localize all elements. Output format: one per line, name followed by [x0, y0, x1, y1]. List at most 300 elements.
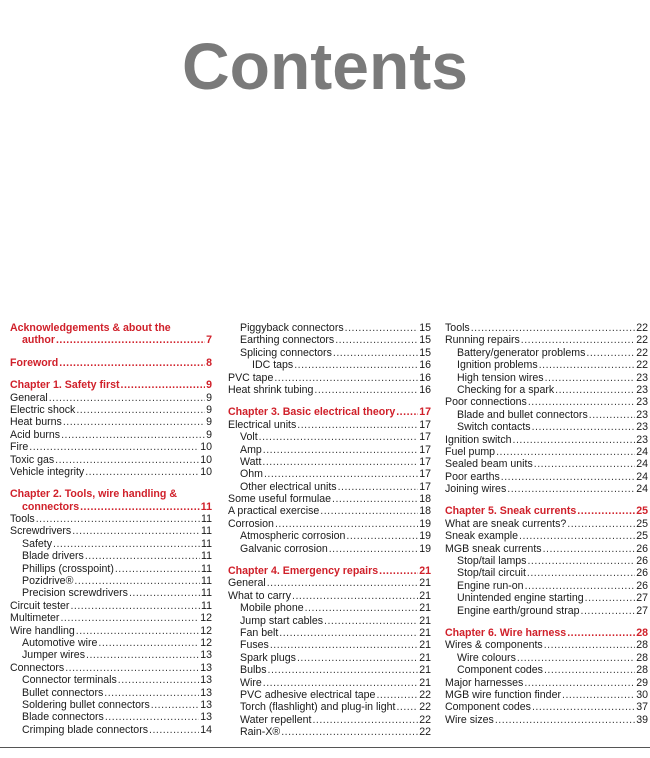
toc-entry-label: Multimeter — [10, 612, 60, 625]
toc-page-number: 11 — [201, 537, 212, 550]
toc-leader-dots — [396, 701, 418, 713]
toc-entry — [10, 404, 212, 416]
toc-entry-label: Electrical units — [228, 418, 297, 431]
toc-leader-dots — [471, 322, 635, 334]
toc-entry — [10, 625, 212, 637]
toc-entry — [228, 518, 431, 530]
toc-leader-dots — [264, 468, 418, 480]
toc-chapter-entry — [10, 488, 212, 500]
toc-entry — [445, 483, 648, 495]
toc-page-number: 22 — [636, 346, 648, 359]
toc-leader-dots — [534, 458, 635, 470]
toc-entry-label: Soldering bullet connectors — [22, 698, 150, 711]
toc-page-number: 25 — [636, 530, 648, 543]
toc-entry — [10, 711, 212, 723]
toc-leader-dots — [543, 543, 636, 555]
toc-page-number: 17 — [419, 480, 431, 493]
toc-entry-label: Ohm — [240, 468, 263, 481]
toc-entry-label: Acknowledgements & about the — [10, 322, 171, 334]
toc-leader-dots — [292, 590, 418, 602]
toc-entry-label: Engine earth/ground strap — [457, 604, 580, 617]
toc-entry — [228, 590, 431, 602]
toc-entry — [10, 416, 212, 428]
toc-entry — [445, 714, 648, 726]
toc-entry — [445, 372, 648, 384]
toc-entry-label: Stop/tail circuit — [457, 567, 526, 580]
toc-entry-label: Fan belt — [240, 626, 279, 639]
toc-page-number: 9 — [206, 379, 212, 392]
toc-page-number: 24 — [636, 445, 648, 458]
toc-page-number: 16 — [419, 359, 431, 372]
toc-page-number: 22 — [419, 701, 431, 714]
toc-entry-label: Watt — [240, 455, 262, 468]
toc-entry — [10, 454, 212, 466]
toc-entry — [10, 466, 212, 478]
toc-page-number: 22 — [636, 359, 648, 372]
toc-page-number: 24 — [636, 470, 648, 483]
toc-entry-label: Vehicle integrity — [10, 465, 85, 478]
toc-entry-label: Circuit tester — [10, 599, 70, 612]
toc-entry-label: Battery/generator problems — [457, 346, 586, 359]
toc-leader-dots — [72, 525, 200, 537]
toc-entry-label: PVC adhesive electrical tape — [240, 688, 376, 701]
toc-entry — [228, 505, 431, 517]
toc-leader-dots — [528, 396, 635, 408]
toc-page-number: 22 — [419, 713, 431, 726]
toc-page-number: 9 — [206, 416, 212, 429]
toc-leader-dots — [496, 446, 635, 458]
toc-leader-dots — [527, 567, 635, 579]
toc-entry-label: Phillips (crosspoint) — [22, 562, 114, 575]
toc-entry-label: Checking for a spark — [457, 383, 555, 396]
toc-entry-label: Chapter 4. Emergency repairs — [228, 565, 379, 578]
toc-leader-dots — [527, 555, 635, 567]
toc-entry-label: High tension wires — [457, 371, 544, 384]
toc-entry-label: Major harnesses — [445, 676, 524, 689]
toc-page-number: 11 — [201, 513, 212, 526]
toc-entry — [10, 724, 212, 736]
toc-chapter-entry — [228, 565, 431, 577]
toc-entry-label: What to carry — [228, 589, 291, 602]
toc-page-number: 30 — [636, 688, 648, 701]
toc-entry — [445, 471, 648, 483]
toc-page-number: 13 — [200, 661, 212, 674]
toc-entry — [445, 530, 648, 542]
toc-entry — [445, 518, 648, 530]
toc-entry — [10, 687, 212, 699]
toc-page-number: 21 — [419, 664, 431, 677]
toc-page-number: 13 — [200, 649, 212, 662]
toc-entry-label: Toxic gas — [10, 453, 55, 466]
toc-chapter-entry — [10, 322, 212, 334]
toc-entry-label: Acid burns — [10, 428, 61, 441]
toc-chapter-entry — [10, 379, 212, 391]
toc-leader-dots — [297, 419, 418, 431]
toc-page-number: 11 — [201, 550, 212, 563]
toc-leader-dots — [29, 441, 199, 453]
toc-entry — [10, 429, 212, 441]
toc-entry-label: Atmospheric corrosion — [240, 530, 346, 543]
toc-page-number: 11 — [201, 599, 212, 612]
toc-leader-dots — [297, 652, 418, 664]
toc-entry — [228, 714, 431, 726]
toc-page-number: 17 — [419, 443, 431, 456]
toc-entry-label: Chapter 3. Basic electrical theory — [228, 406, 396, 419]
toc-entry-label: Chapter 6. Wire harness — [445, 626, 567, 639]
toc-leader-dots — [513, 434, 636, 446]
toc-leader-dots — [544, 639, 635, 651]
toc-leader-dots — [263, 444, 418, 456]
toc-entry — [228, 615, 431, 627]
toc-page-number: 28 — [636, 639, 648, 652]
toc-leader-dots — [346, 530, 418, 542]
toc-leader-dots — [268, 664, 419, 676]
toc-page-number: 21 — [419, 565, 431, 578]
toc-page-number: 9 — [206, 428, 212, 441]
toc-entry — [228, 322, 431, 334]
toc-entry — [445, 334, 648, 346]
toc-entry — [228, 359, 431, 371]
toc-leader-dots — [586, 347, 635, 359]
toc-leader-dots — [577, 505, 635, 517]
toc-entry — [228, 577, 431, 589]
toc-page-number: 9 — [206, 391, 212, 404]
toc-leader-dots — [332, 493, 418, 505]
toc-page-number: 8 — [206, 356, 212, 369]
toc-page-number: 17 — [419, 431, 431, 444]
toc-entry-label: Component codes — [445, 701, 531, 714]
toc-entry-label: Heat shrink tubing — [228, 383, 314, 396]
toc-leader-dots — [259, 431, 419, 443]
toc-entry-label: Joining wires — [445, 483, 507, 496]
toc-page-number: 13 — [200, 674, 212, 687]
toc-page-number: 13 — [200, 711, 212, 724]
toc-entry-label: General — [10, 391, 48, 404]
toc-page-number: 19 — [419, 542, 431, 555]
toc-entry-label: A practical exercise — [228, 505, 320, 518]
toc-page-number: 28 — [636, 651, 648, 664]
toc-leader-dots — [525, 580, 636, 592]
toc-entry — [10, 550, 212, 562]
toc-entry — [228, 602, 431, 614]
toc-leader-dots — [305, 602, 419, 614]
toc-leader-dots — [495, 714, 635, 726]
toc-entry-label: Tools — [445, 322, 470, 334]
toc-leader-dots — [115, 563, 200, 575]
toc-leader-dots — [118, 674, 199, 686]
toc-leader-dots — [61, 429, 205, 441]
toc-leader-dots — [539, 359, 636, 371]
toc-page-number: 12 — [200, 612, 212, 625]
toc-leader-dots — [76, 625, 199, 637]
toc-leader-dots — [585, 592, 636, 604]
toc-entry-label: Jumper wires — [22, 649, 85, 662]
toc-page-number: 16 — [419, 383, 431, 396]
toc-leader-dots — [517, 652, 635, 664]
toc-leader-dots — [80, 501, 200, 513]
toc-entry — [445, 434, 648, 446]
toc-entry-label: MGB sneak currents — [445, 542, 542, 555]
toc-page-number: 27 — [636, 604, 648, 617]
toc-page-number: 25 — [636, 505, 648, 518]
toc-leader-dots — [555, 384, 635, 396]
toc-entry-label: Chapter 2. Tools, wire handling & — [10, 488, 177, 501]
toc-entry-label: Wire sizes — [445, 713, 494, 726]
toc-entry-label: Sneak example — [445, 530, 519, 543]
toc-page-number: 22 — [419, 726, 431, 739]
toc-leader-dots — [501, 471, 635, 483]
toc-entry-label: Heat burns — [10, 416, 62, 429]
toc-entry — [228, 372, 431, 384]
toc-page-number: 21 — [419, 602, 431, 615]
toc-leader-dots — [294, 359, 418, 371]
toc-page-number: 16 — [419, 371, 431, 384]
toc-entry-label: Pozidrive® — [22, 575, 74, 588]
toc-column-3 — [445, 322, 648, 726]
toc-entry-label: Poor connections — [445, 396, 527, 409]
toc-entry — [445, 605, 648, 617]
toc-page-number: 11 — [201, 562, 212, 575]
toc-entry — [10, 662, 212, 674]
toc-entry-label: Sealed beam units — [445, 458, 533, 471]
bottom-rule — [0, 747, 650, 748]
toc-leader-dots — [521, 334, 635, 346]
toc-page-number: 10 — [200, 441, 212, 454]
toc-entry-label: Crimping blade connectors — [22, 723, 149, 736]
toc-leader-dots — [507, 483, 635, 495]
toc-page-number: 28 — [636, 626, 648, 639]
toc-leader-dots — [267, 577, 419, 589]
toc-entry — [228, 384, 431, 396]
toc-page-number: 9 — [206, 403, 212, 416]
toc-entry — [228, 481, 431, 493]
toc-entry — [445, 384, 648, 396]
toc-entry-label: Chapter 5. Sneak currents — [445, 505, 577, 518]
toc-page-number: 21 — [419, 614, 431, 627]
toc-leader-dots — [60, 612, 199, 624]
toc-entry — [228, 456, 431, 468]
toc-leader-dots — [274, 372, 418, 384]
toc-leader-dots — [149, 724, 199, 736]
toc-entry — [445, 347, 648, 359]
toc-page-number: 11 — [201, 587, 212, 600]
toc-entry-label: Blade drivers — [22, 550, 84, 563]
toc-entry — [10, 612, 212, 624]
toc-entry — [445, 567, 648, 579]
toc-entry — [10, 441, 212, 453]
toc-page-number: 11 — [200, 500, 212, 513]
toc-page-number: 19 — [419, 530, 431, 543]
toc-leader-dots — [524, 677, 635, 689]
toc-entry-label: Chapter 1. Safety first — [10, 379, 120, 392]
toc-leader-dots — [545, 372, 636, 384]
toc-entry-label: Connectors — [10, 661, 65, 674]
toc-chapter-entry — [10, 357, 212, 369]
toc-entry-label: Splicing connectors — [240, 346, 332, 359]
toc-leader-dots — [63, 416, 205, 428]
toc-entry-label: Corrosion — [228, 517, 274, 530]
toc-chapter-entry — [228, 406, 431, 418]
toc-column-1 — [10, 322, 212, 736]
toc-entry — [445, 689, 648, 701]
toc-entry — [445, 701, 648, 713]
toc-entry-label: Spark plugs — [240, 651, 296, 664]
toc-chapter-entry — [445, 627, 648, 639]
toc-leader-dots — [76, 404, 205, 416]
toc-entry — [10, 674, 212, 686]
toc-entry — [445, 359, 648, 371]
toc-entry-label: Blade connectors — [22, 711, 104, 724]
toc-page-number: 27 — [636, 592, 648, 605]
toc-page-number: 25 — [636, 517, 648, 530]
toc-page-number: 21 — [419, 589, 431, 602]
toc-entry-label: Wire — [240, 676, 262, 689]
toc-leader-dots — [562, 689, 635, 701]
toc-leader-dots — [519, 530, 635, 542]
toc-entry — [445, 580, 648, 592]
toc-column-2 — [228, 322, 431, 739]
toc-page-number: 26 — [636, 567, 648, 580]
toc-entry-label: Wire colours — [457, 651, 516, 664]
toc-entry — [445, 664, 648, 676]
toc-leader-dots — [320, 505, 418, 517]
toc-entry-label: Wires & components — [445, 639, 543, 652]
toc-entry-label: Automotive wire — [22, 636, 98, 649]
toc-page-number: 22 — [636, 322, 648, 334]
toc-entry — [445, 458, 648, 470]
toc-entry-label: Some useful formulae — [228, 493, 332, 506]
toc-page-number: 17 — [419, 418, 431, 431]
toc-leader-dots — [104, 687, 199, 699]
toc-leader-dots — [129, 587, 200, 599]
toc-page-number: 12 — [200, 636, 212, 649]
toc-page-number: 23 — [636, 433, 648, 446]
toc-leader-dots — [567, 518, 635, 530]
toc-leader-dots — [281, 726, 418, 738]
toc-entry — [445, 592, 648, 604]
toc-leader-dots — [333, 347, 418, 359]
toc-leader-dots — [589, 409, 635, 421]
toc-entry — [228, 334, 431, 346]
toc-page-number: 23 — [636, 383, 648, 396]
toc-entry — [10, 538, 212, 550]
page-title: Contents — [182, 29, 468, 103]
toc-entry-label: General — [228, 577, 266, 590]
toc-leader-dots — [86, 649, 199, 661]
toc-leader-dots — [105, 711, 199, 723]
toc-entry-label: Unintended engine starting — [457, 592, 584, 605]
toc-page-number: 24 — [636, 458, 648, 471]
toc-leader-dots — [53, 538, 200, 550]
toc-page-number: 28 — [636, 664, 648, 677]
toc-entry-label: Galvanic corrosion — [240, 542, 328, 555]
toc-entry-label: connectors — [22, 500, 80, 513]
toc-chapter-entry — [10, 501, 212, 513]
toc-page-number: 17 — [419, 455, 431, 468]
toc-leader-dots — [74, 575, 200, 587]
toc-leader-dots — [262, 456, 418, 468]
toc-page-number: 10 — [200, 453, 212, 466]
toc-page-number: 37 — [636, 701, 648, 714]
toc-page-number: 11 — [201, 525, 212, 538]
toc-page-number: 22 — [636, 334, 648, 347]
toc-page-number: 21 — [419, 676, 431, 689]
toc-entry-label: Jump start cables — [240, 614, 324, 627]
toc-page-number: 18 — [419, 493, 431, 506]
toc-page-number: 23 — [636, 396, 648, 409]
toc-entry-label: Rain-X® — [240, 726, 281, 739]
toc-entry-label: Tools — [10, 513, 35, 526]
toc-page-number: 21 — [419, 639, 431, 652]
toc-leader-dots — [335, 334, 418, 346]
toc-entry-label: MGB wire function finder — [445, 688, 561, 701]
toc-page-number: 29 — [636, 676, 648, 689]
toc-entry — [228, 347, 431, 359]
toc-leader-dots — [338, 481, 419, 493]
toc-page-number: 24 — [636, 483, 648, 496]
toc-leader-dots — [270, 639, 418, 651]
toc-entry — [10, 637, 212, 649]
toc-chapter-entry — [445, 505, 648, 517]
toc-leader-dots — [98, 637, 199, 649]
toc-leader-dots — [49, 392, 205, 404]
toc-entry — [445, 543, 648, 555]
toc-entry — [445, 446, 648, 458]
toc-leader-dots — [581, 605, 636, 617]
toc-page-number: 21 — [419, 651, 431, 664]
toc-entry-label: IDC taps — [252, 359, 294, 372]
toc-entry-label: Fuel pump — [445, 445, 496, 458]
toc-entry-label: Connector terminals — [22, 674, 117, 687]
toc-entry — [445, 396, 648, 408]
toc-entry-label: Electric shock — [10, 403, 76, 416]
toc-page-number: 17 — [419, 468, 431, 481]
toc-leader-dots — [151, 699, 199, 711]
toc-page-number: 11 — [201, 575, 212, 588]
toc-entry-label: Engine run-on — [457, 579, 524, 592]
toc-entry — [10, 600, 212, 612]
toc-leader-dots — [275, 518, 418, 530]
toc-leader-dots — [314, 384, 418, 396]
toc-entry-label: Switch contacts — [457, 421, 531, 434]
toc-entry — [228, 493, 431, 505]
toc-page-number: 19 — [419, 517, 431, 530]
toc-entry — [445, 409, 648, 421]
toc-entry-label: What are sneak currents? — [445, 517, 567, 530]
toc-page-number: 13 — [200, 698, 212, 711]
toc-leader-dots — [396, 406, 418, 418]
toc-entry-label: Component codes — [457, 664, 543, 677]
toc-page-number: 14 — [200, 723, 212, 736]
toc-entry — [228, 689, 431, 701]
toc-entry — [228, 701, 431, 713]
toc-leader-dots — [324, 615, 418, 627]
toc-leader-dots — [36, 513, 200, 525]
toc-entry-label: Piggyback connectors — [240, 322, 344, 334]
toc-entry — [445, 555, 648, 567]
toc-entry-label: Stop/tail lamps — [457, 555, 527, 568]
toc-entry — [228, 677, 431, 689]
toc-entry — [228, 639, 431, 651]
toc-entry-label: Volt — [240, 431, 258, 444]
toc-page-number: 12 — [200, 624, 212, 637]
toc-entry-label: Fuses — [240, 639, 269, 652]
toc-page-number: 21 — [419, 626, 431, 639]
toc-entry-label: Running repairs — [445, 334, 520, 347]
toc-entry-label: Precision screwdrivers — [22, 587, 128, 600]
toc-page-number: 26 — [636, 555, 648, 568]
toc-entry-label: Amp — [240, 443, 262, 456]
